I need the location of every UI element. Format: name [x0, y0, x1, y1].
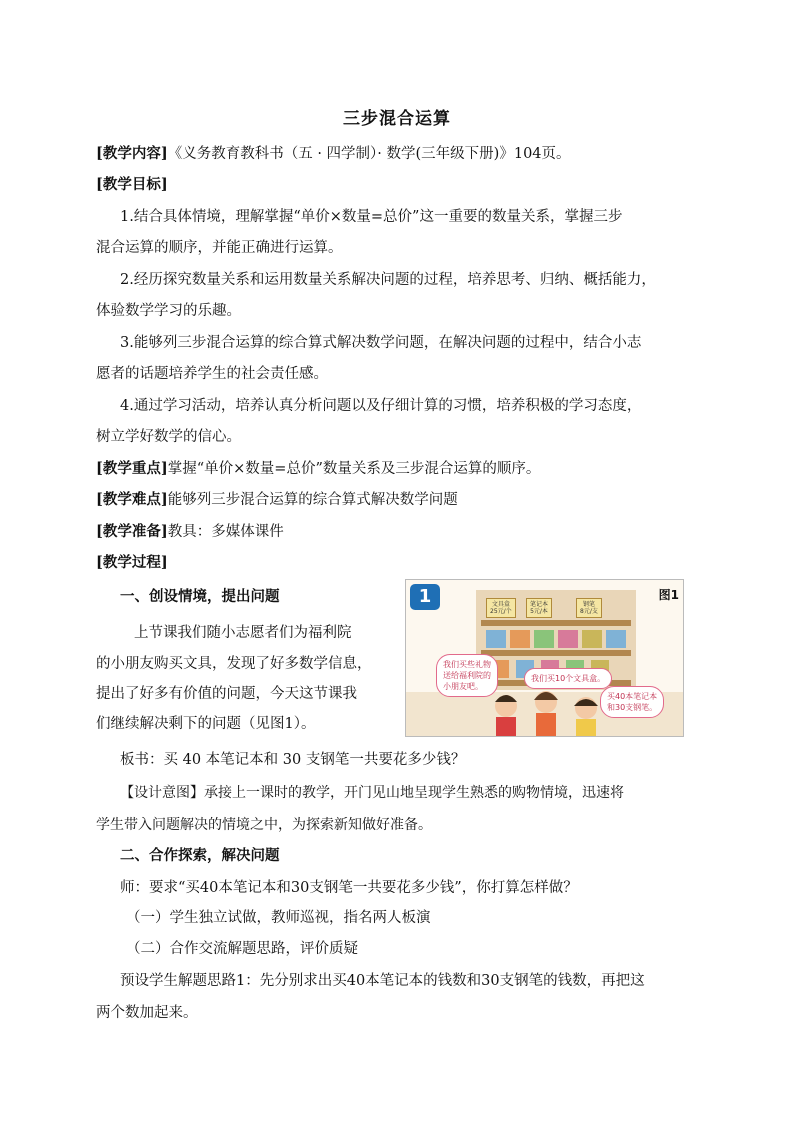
teacher-question: 师：要求“买40本笔记本和30支钢笔一共要花多少钱”，你打算怎样做？	[120, 880, 578, 896]
key-line	[96, 459, 540, 479]
design-intent-line-1: 【设计意图】承接上一课时的教学，开门见山地呈现学生熟悉的购物情境，迅速将	[120, 785, 624, 801]
key-label: [教学重点]	[96, 460, 168, 477]
speech-bubble-3	[600, 686, 664, 718]
idea-1-line-1: 预设学生解题思路1：先分别求出买40本笔记本的钱数和30支钢笔的钱数，再把这	[120, 973, 645, 989]
sign-pen-text: 钢笔 8元/支	[580, 601, 598, 615]
process-label: [教学过程]	[96, 554, 168, 571]
step-1: （一）学生独立试做，教师巡视，指名两人板演	[126, 910, 431, 926]
bubble-1-line-2: 送给福利院的	[443, 671, 491, 680]
board-writing: 板书：买 40 本笔记本和 30 支钢笔一共要花多少钱？	[120, 752, 466, 768]
difficulty-text: 能够列三步混合运算的综合算式解决数学问题	[167, 492, 458, 508]
bubble-1-line-3: 小朋友吧。	[443, 682, 483, 691]
content-label: [教学内容]	[96, 145, 168, 162]
figure-label: 图1	[658, 588, 679, 602]
goal-3-line-1: 3.能够列三步混合运算的综合算式解决数学问题，在解决问题的过程中，结合小志	[120, 335, 642, 351]
bubble-3-line-2: 和30支钢笔。	[607, 703, 658, 712]
section-2-heading: 二、合作探索，解决问题	[120, 847, 280, 864]
step-2: （二）合作交流解题思路，评价质疑	[126, 941, 358, 957]
figure-1-illustration	[405, 579, 684, 737]
prep-line	[96, 522, 284, 542]
sign-notebook-text: 笔记本 5元/本	[530, 601, 549, 615]
content-text: 《义务教育教科书（五 · 四学制）· 数学(三年级下册)》104页。	[167, 146, 571, 162]
section-1-para-line-4: 们继续解决剩下的问题（见图1）。	[96, 716, 316, 732]
difficulty-label: [教学难点]	[96, 491, 168, 508]
goal-4-line-1: 4.通过学习活动，培养认真分析问题以及仔细计算的习惯，培养积极的学习态度，	[120, 398, 642, 414]
section-1-para-line-1: 上节课我们随小志愿者们为福利院	[134, 625, 352, 641]
idea-1-line-2: 两个数加起来。	[96, 1005, 198, 1021]
goals-label: [教学目标]	[96, 176, 168, 193]
goal-1-line-2: 混合运算的顺序，并能正确进行运算。	[96, 240, 343, 256]
speech-bubble-1	[436, 654, 498, 697]
section-1-para-line-2: 的小朋友购买文具，发现了好多数学信息，	[96, 656, 372, 672]
sign-pencil-box	[486, 598, 516, 618]
figure-number-badge: 1	[410, 584, 440, 610]
content-line	[96, 144, 571, 164]
section-1-heading: 一、创设情境，提出问题	[120, 588, 280, 605]
sign-pen	[576, 598, 602, 618]
sign-notebook	[526, 598, 552, 618]
difficulty-line	[96, 490, 458, 510]
goal-1-line-1: 1.结合具体情境，理解掌握“单价×数量=总价”这一重要的数量关系，掌握三步	[120, 209, 623, 225]
sign-pencil-box-text: 文具盒 25元/个	[490, 601, 512, 615]
design-intent-line-2: 学生带入问题解决的情境之中，为探索新知做好准备。	[96, 817, 432, 833]
speech-bubble-2: 我们买10个文具盒。	[524, 668, 612, 689]
goal-4-line-2: 树立学好数学的信心。	[96, 429, 241, 445]
page-title: 三步混合运算	[343, 109, 451, 129]
key-text: 掌握“单价×数量=总价”数量关系及三步混合运算的顺序。	[167, 461, 541, 477]
bubble-1-line-1: 我们买些礼物	[443, 660, 491, 669]
prep-text: 教具：多媒体课件	[167, 524, 284, 540]
bubble-3-line-1: 买40本笔记本	[607, 692, 658, 701]
goal-2-line-2: 体验数学学习的乐趣。	[96, 303, 241, 319]
prep-label: [教学准备]	[96, 523, 168, 540]
goal-3-line-2: 愿者的话题培养学生的社会责任感。	[96, 366, 328, 382]
section-1-para-line-3: 提出了好多有价值的问题，今天这节课我	[96, 686, 357, 702]
goal-2-line-1: 2.经历探究数量关系和运用数量关系解决问题的过程，培养思考、归纳、概括能力，	[120, 272, 656, 288]
